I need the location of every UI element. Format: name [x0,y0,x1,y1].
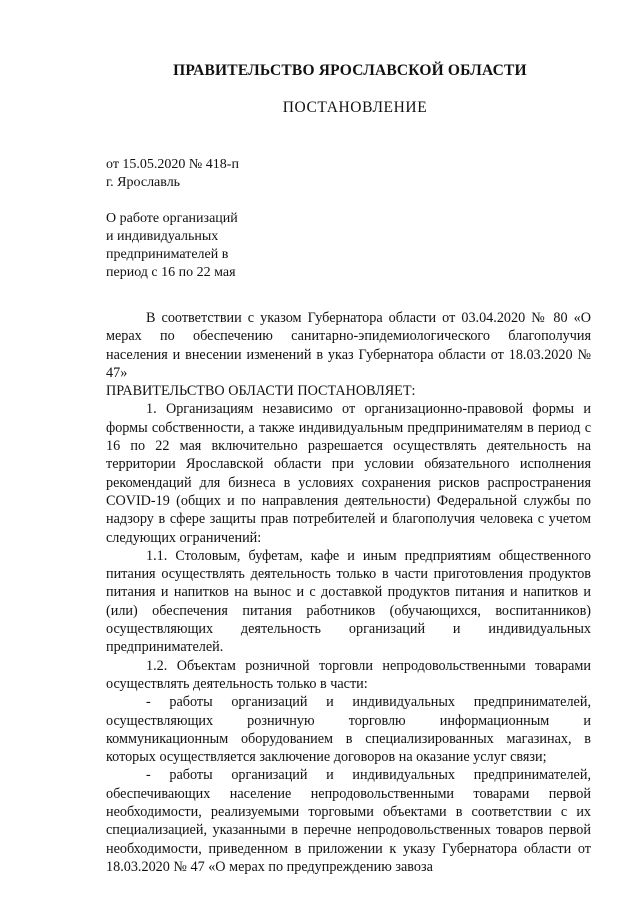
date-number: от 15.05.2020 № 418-п [106,157,239,172]
document-type: ПОСТАНОВЛЕНИЕ [282,99,428,116]
resolution-heading: ПРАВИТЕЛЬСТВО ОБЛАСТИ ПОСТАНОВЛЯЕТ: [106,383,416,400]
clause-1-2: 1.2. Объектам розничной торговли непродовольственными товарами осуществлять деятельность только в части: [106,657,591,692]
document-subject [106,210,266,282]
subject-line: период с 16 по 22 мая [106,265,236,280]
preamble-paragraph: В соответствии с указом Губернатора области от 03.04.2020 № 80 «О мерах по обеспечению санитарно-эпидемиологического благополучия населения и внесении изменений в указ Губернатора области от 18.03.2020 № 47» [106,310,591,381]
clause-1: 1. Организациям независимо от организационно-правовой формы и формы собственности, а также индивидуальным предпринимателям в период с 16 по 22 мая включительно разрешается осуществлять деятельность на территории Ярославской области при условии обязательного исполнения рекомендаций для бизнеса в условиях сохранения рисков распространения COVID-19 (общих и по направления деятельности) Федеральной службы по надзору в сфере защиты прав потребителей и благополучия человека с учетом следующих ограничений: [106,401,591,546]
subject-line: и индивидуальных [106,229,219,244]
clause-1-1: 1.1. Столовым, буфетам, кафе и иным предприятиям общественного питания осуществлять деятельность только в части приготовления продуктов питания и напитков на вынос и с доставкой продуктов питания и напитков и (или) обеспечения питания работников (обучающихся, воспитанников) осуществляющих деятельность организаций и индивидуальных предпринимателей. [106,547,591,656]
city: г. Ярославль [106,175,181,190]
document-body [106,309,591,876]
government-title: ПРАВИТЕЛЬСТВО ЯРОСЛАВСКОЙ ОБЛАСТИ [173,62,527,79]
clause-1-2-item-2: - работы организаций и индивидуальных предпринимателей, обеспечивающих население непродовольственными товарами первой необходимости, реализуемыми торговыми объектами в соответствии с их специализацией, указанными в перечне непродовольственных товаров первой необходимости, приведенном в приложении к указу Губернатора области от 18.03.2020 № 47 «О мерах по предупреждению завоза [106,767,591,875]
subject-line: предпринимателей в [106,247,229,262]
document-meta [106,156,239,192]
subject-line: О работе организаций [106,211,238,226]
clause-1-2-item-1: - работы организаций и индивидуальных предпринимателей, осуществляющих розничную торговлю информационным и коммуникационным оборудованием в специализированных магазинах, в которых осуществляется заключение договоров на оказание услуг связи; [106,694,591,766]
